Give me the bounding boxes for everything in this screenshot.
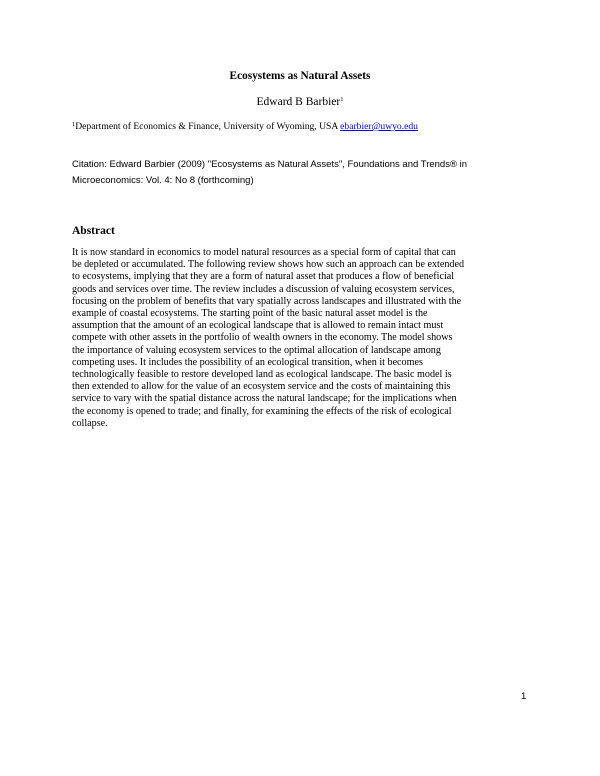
author-email-link[interactable]: ebarbier@uwyo.edu: [340, 121, 418, 132]
abstract-line: focusing on the problem of benefits that vary spatially across landscapes and illustrated with the: [72, 295, 462, 307]
author-name: Edward B Barbier: [256, 96, 341, 108]
citation-line: Citation: Edward Barbier (2009) "Ecosystems as Natural Assets", Foundations and Trends® in: [72, 159, 467, 170]
citation-line: Microeconomics: Vol. 4: No 8 (forthcoming): [72, 175, 254, 186]
citation-block: [72, 157, 542, 189]
abstract-line: to ecosystems, implying that they are a form of natural asset that produces a flow of beneficial: [72, 271, 455, 283]
abstract-line: be depleted or accumulated. The following review shows how such an approach can be extended: [72, 259, 465, 271]
affiliation-line: [72, 120, 418, 133]
abstract-line: the importance of valuing ecosystem services to the optimal allocation of landscape among: [72, 344, 441, 356]
abstract-line: example of coastal ecosystems. The starting point of the basic natural asset model is the: [72, 308, 428, 320]
abstract-line: then extended to allow for the value of an ecosystem service and the costs of maintaining this: [72, 381, 451, 393]
abstract-heading: Abstract: [72, 225, 115, 237]
affiliation-mark: 1: [72, 121, 76, 128]
abstract-line: the economy is opened to trade; and finally, for examining the effects of the risk of ecological: [72, 405, 452, 417]
abstract-line: service to vary with the spatial distance across the natural landscape; for the implications when: [72, 393, 457, 405]
abstract-line: assumption that the amount of an ecological landscape that is allowed to remain intact must: [72, 320, 444, 332]
affiliation-text: Department of Economics & Finance, University of Wyoming, USA: [75, 121, 341, 132]
abstract-line: compete with other assets in the portfolio of wealth owners in the economy. The model shows: [72, 332, 453, 344]
abstract-body: [72, 247, 542, 430]
abstract-line: competing uses. It includes the possibility of an ecological transition, when it becomes: [72, 356, 423, 368]
paper-title: Ecosystems as Natural Assets: [229, 70, 371, 82]
page-number: 1: [521, 691, 527, 702]
abstract-line: It is now standard in economics to model natural resources as a special form of capital that can: [72, 247, 456, 258]
author-line: [0, 95, 600, 109]
author-affiliation-mark: 1: [340, 96, 344, 103]
abstract-line: technologically feasible to restore developed land as ecological landscape. The basic model is: [72, 369, 452, 381]
abstract-line: collapse.: [72, 417, 108, 429]
abstract-line: goods and services over time. The review includes a discussion of valuing ecosystem services,: [72, 283, 455, 295]
